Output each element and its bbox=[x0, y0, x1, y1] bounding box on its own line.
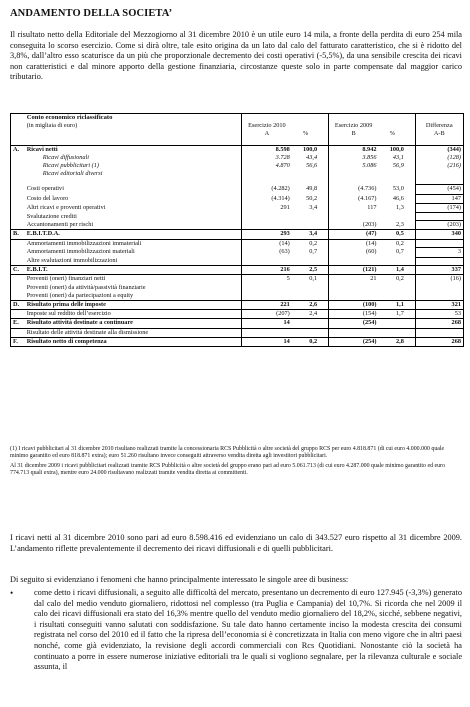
table-row: Ricavi pubblicitari (1) 4.870 56,6 5.086 56,9 (216) bbox=[42, 162, 461, 170]
table-row: Risultato delle attività destinate alla dismissione bbox=[11, 328, 463, 337]
table-title-row bbox=[11, 114, 463, 122]
table-row: Proventi (oneri) da partecipazioni a equity bbox=[11, 292, 463, 301]
table-row: Ricavi diffusionali 3.728 43,4 3.856 43,1 (128) bbox=[42, 153, 461, 161]
table-row: Ammortamenti immobilizzazioni materiali (63) 0,7 (60) 0,7 3 bbox=[26, 248, 461, 256]
table-header-row bbox=[11, 122, 463, 130]
col-diff-sub: A-B bbox=[415, 130, 463, 138]
business-areas-intro: Di seguito si evidenziano i fenomeni che hanno principalmente interessato le singole aree di business: bbox=[10, 575, 349, 584]
table-row: Proventi (oneri) da attività/passività finanziarie bbox=[11, 284, 463, 292]
bullet-text: come detto i ricavi diffusionali, a seguito alle difficoltà del mercato, presentano un decremento di euro 127.945 (-3,3%) generato dal calo del medio venduto giornaliero, ridottosi nel complesso (tra Puglia e Campania) del 10,7%. Si ricorda che nel 2009 il calo dei ricavi diffusionali era stato del 16,3% mentre quello del venduto medio giornaliero del 18,2%, sicché, sebbene negativi, i risultati conseguiti vanno salutati con soddisfazione. Su tale dato hanno certamente inciso la modesta crescita dei consumi registrata nel corso del 2010 ed il fatto che la ripresa dell’economia si è concretizzata in Italia con meno vigore che in altri paesi nonché, come già evidenziato, la revisione degli accordi commerciali con Rcs Quotidiani. Nonostante ciò la società ha continuato a porre in essere numerose iniziative editoriali tra le quali si vogliono segnalare, per la rilevanza culturale e sociale assunta, il bbox=[34, 588, 462, 672]
table-unit: (in migliaia di euro) bbox=[26, 122, 78, 130]
table-row: C. E.B.I.T. 216 2,5 (121) 1,4 337 bbox=[13, 266, 461, 274]
table-subheader-row bbox=[11, 130, 463, 138]
table-footnotes bbox=[10, 446, 462, 480]
col-2010: Esercizio 2010 bbox=[242, 122, 292, 130]
col-2009-letter: B bbox=[328, 130, 378, 138]
footnote-2: Al 31 dicembre 2009 i ricavi pubblicitari realizzati tramite RCS Pubblicità o altre società del gruppo erano pari ad euro 5.061.713 (di cui euro 4.287.000 quale minimo garantito ed euro 774.713 quali extra), mentre euro 24.000 risultavano realizzati tramite vendita diretta ai committenti. bbox=[10, 462, 445, 477]
table-row: Altri ricavi e proventi operativi 291 3,4 117 1,3 (174) bbox=[26, 203, 461, 211]
table-row: A. Ricavi netti 8.598 100,0 8.942 100,0 (344) bbox=[13, 145, 461, 153]
table-row: D. Risultato prima delle imposte 221 2,6 (100) 1,1 321 bbox=[13, 301, 461, 309]
table-row: F. Risultato netto di competenza 14 0,2 (254) 2,8 268 bbox=[13, 337, 461, 345]
section-heading: ANDAMENTO DELLA SOCIETA’ bbox=[10, 8, 173, 19]
table-title: Conto economico riclassificato bbox=[26, 114, 113, 121]
table-row: Costi operativi (4.282) 49,8 (4.736) 53,0 (454) bbox=[26, 185, 461, 193]
table-row: B. E.B.I.T.D.A. 293 3,4 (47) 0,5 340 bbox=[13, 230, 461, 238]
col-2010-letter: A bbox=[242, 130, 292, 138]
table-row: Proventi (oneri) finanziari netti 5 0,1 21 0,2 (16) bbox=[11, 275, 463, 284]
col-2009: Esercizio 2009 bbox=[328, 122, 378, 130]
col-pct-2009: % bbox=[389, 130, 395, 138]
bullet-item bbox=[10, 588, 462, 673]
table-row: Costo del lavoro (4.314) 50,2 (4.167) 46,6 147 bbox=[26, 194, 461, 202]
col-pct-2010: % bbox=[302, 130, 309, 138]
intro-paragraph: Il risultato netto della Editoriale del Mezzogiorno al 31 dicembre 2010 è un utile euro 14 mila, a fronte della perdita di euro 254 mila conseguita lo scorso esercizio. Come si dirà oltre, tale esito origina da un lato dal calo del fatturato caratteristico, che si è ridotto del 3,8%, dall’altro esso scaturisce da un più che proporzionale decremento dei costi operativi (-5,5%), da una sensibile crescita dei ricavi non caratteristici e dal minore apporto della gestione finanziaria, circostanze queste solo in parte compensate dal maggior carico tributario. bbox=[10, 30, 462, 82]
col-diff: Differenza bbox=[415, 122, 463, 130]
table-row: Ricavi editoriali diversi bbox=[11, 170, 463, 178]
footnote-1: (1) I ricavi pubblicitari al 31 dicembre 2010 risultano realizzati tramite la concessionaria RCS Pubblicità o altre società del gruppo RCS per euro 4.818.871 (di cui euro 4.000.000 quale minimo garantito ed euro 818.871 extra); euro 51.260 risultano invece conseguiti attraverso vendita diretta agli investitori pubblicitari. bbox=[10, 446, 445, 460]
revenue-paragraph: I ricavi netti al 31 dicembre 2010 sono pari ad euro 8.598.416 ed evidenziano un calo di 343.527 euro rispetto al 31 dicembre 2009. L’andamento riflette prevalentemente il decremento dei ricavi diffusionali e di quelli pubblicitari. bbox=[10, 533, 462, 553]
bullet-icon: • bbox=[10, 588, 14, 598]
table-row: Svalutazione crediti bbox=[11, 213, 463, 221]
table-row: Ammortamenti immobilizzazioni immateriali (14) 0,2 (14) 0,2 bbox=[11, 239, 463, 248]
table-row: Altre svalutazioni immobilizzazioni bbox=[11, 257, 463, 266]
income-statement-table bbox=[10, 113, 464, 347]
table-row: E. Risultato attività destinate a continuare 14 (254) 268 bbox=[13, 319, 461, 327]
table-row: Accantonamenti per rischi (203) 2,3 (203) bbox=[26, 220, 461, 229]
table-row: Imposte sul reddito dell’esercizio (207) 2,4 (154) 1,7 53 bbox=[11, 310, 463, 319]
